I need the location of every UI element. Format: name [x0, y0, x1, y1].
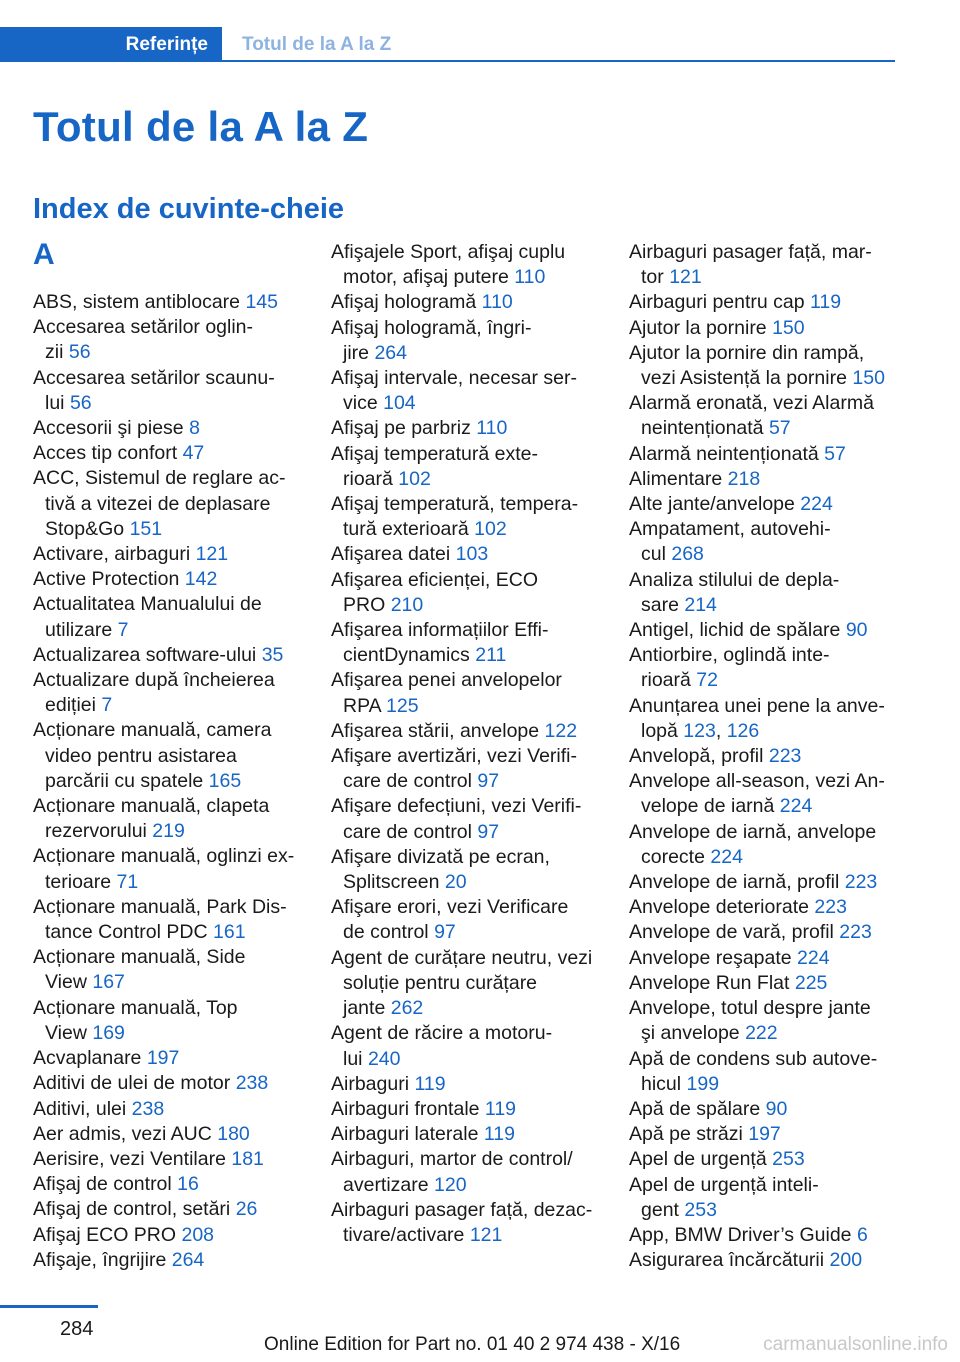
entry-text: Acces tip confort: [33, 442, 178, 465]
index-entry: [331, 895, 601, 945]
entry-text: Anvelope all-season, vezi An-: [629, 770, 885, 793]
page-link[interactable]: 97: [477, 820, 500, 843]
entry-text: Afişaj temperatură, tempera-: [331, 493, 579, 516]
entry-text: tance Control PDC: [45, 921, 208, 944]
entry-text: tor: [641, 266, 664, 289]
index-entry: [33, 567, 303, 592]
entry-text: Afişaj ECO PRO: [33, 1223, 177, 1246]
page-link[interactable]: 145: [245, 291, 278, 313]
index-entry: [629, 316, 899, 341]
entry-text: Acționare manuală, Park Dis-: [33, 895, 287, 918]
index-entry: [33, 844, 303, 894]
entry-text: Apel de urgență inteli-: [629, 1173, 819, 1196]
entry-text: Afişaj intervale, necesar ser-: [331, 367, 578, 390]
page-link[interactable]: 268: [671, 543, 704, 566]
page-link[interactable]: 119: [484, 1097, 517, 1120]
entry-text: Acționare manuală, Side: [33, 946, 246, 969]
index-entry: [331, 1097, 601, 1122]
entry-text: cientDynamics: [343, 644, 470, 667]
edition-footer: Online Edition for Part no. 01 40 2 974 438 - X/16: [264, 1334, 681, 1355]
header-bar: [0, 25, 895, 63]
entry-text: Acționare manuală, Top: [33, 996, 238, 1019]
index-entry: [33, 466, 303, 542]
page-link[interactable]: 97: [477, 770, 500, 793]
entry-text: Anvelope deteriorate: [629, 896, 809, 919]
index-entry: [33, 1147, 303, 1172]
index-entry: [33, 1097, 303, 1122]
page-link[interactable]: 121: [669, 266, 702, 289]
entry-text: video pentru asistarea: [45, 744, 237, 767]
entry-text: Alimentare: [629, 467, 723, 490]
page-link[interactable]: 264: [171, 1248, 205, 1271]
index-entry: [629, 920, 899, 945]
index-entry: [629, 1223, 899, 1248]
index-entry: [331, 794, 601, 844]
entry-text: sare: [641, 593, 679, 616]
page-link[interactable]: 224: [779, 795, 813, 818]
page-link[interactable]: 90: [845, 619, 868, 642]
index-entry: [629, 820, 899, 870]
page-link[interactable]: 223: [844, 871, 878, 894]
entry-text: Antiorbire, oglindă inte-: [629, 644, 830, 667]
page-link[interactable]: 102: [398, 467, 431, 490]
entry-text: Afişare avertizări, vezi Verifi-: [331, 745, 577, 768]
index-entry: [629, 744, 899, 769]
page-link[interactable]: 150: [852, 367, 885, 390]
index-entry: [629, 618, 899, 643]
entry-text: motor, afişaj putere: [343, 266, 509, 289]
index-entry: Anunțarea unei pene la anve- lopă 123, 126: [629, 694, 885, 742]
index-entry: [331, 240, 601, 290]
page-number: 284: [60, 1318, 94, 1340]
index-entry: [33, 996, 303, 1046]
entry-text: ABS, sistem antiblocare: [33, 291, 241, 313]
entry-text: vezi Asistență la pornire: [641, 367, 847, 390]
entry-text: Airbaguri: [331, 1072, 410, 1095]
entry-text: Aerisire, vezi Ventilare: [33, 1147, 226, 1170]
entry-text: View: [45, 1021, 87, 1044]
entry-text: zii: [45, 341, 64, 364]
entry-text: Active Protection: [33, 568, 180, 591]
page-link[interactable]: 126: [726, 719, 760, 742]
entry-text: Afişajele Sport, afişaj cuplu: [331, 241, 566, 263]
entry-text: Afişare divizată pe ecran,: [331, 845, 550, 868]
index-entry: [33, 668, 303, 718]
index-entry: [33, 1046, 303, 1071]
page-link[interactable]: 120: [434, 1173, 467, 1196]
index-entry: [331, 1021, 601, 1071]
index-entry: [33, 1223, 303, 1248]
index-entry: [629, 442, 899, 467]
entry-text: Afişarea eficienței, ECO: [331, 568, 539, 591]
index-entry: [331, 1072, 601, 1097]
page-link[interactable]: 103: [455, 543, 489, 566]
entry-text: tură exterioară: [343, 518, 469, 541]
index-entry: [33, 1248, 303, 1273]
index-entry: [331, 946, 601, 1022]
entry-text: Ajutor la pornire: [629, 316, 767, 339]
entry-text: Ajutor la pornire din rampă,: [629, 341, 865, 364]
entry-text: soluție pentru curățare: [343, 971, 538, 994]
entry-text: Airbaguri pasager față, mar-: [629, 241, 872, 263]
index-entry: [33, 895, 303, 945]
page-link[interactable]: 223: [814, 896, 847, 919]
entry-text: Afişarea datei: [331, 543, 451, 566]
page-link[interactable]: 240: [367, 1047, 401, 1070]
entry-text: gent: [641, 1198, 679, 1221]
entry-text: Airbaguri pentru cap: [629, 291, 805, 314]
page-link[interactable]: 169: [92, 1021, 125, 1044]
entry-text: rezervorului: [45, 820, 147, 843]
entry-text: Anvelope de iarnă, anvelope: [629, 820, 877, 843]
index-entry: [331, 568, 601, 618]
index-entry: [33, 290, 303, 315]
entry-text: Aer admis, vezi AUC: [33, 1122, 212, 1145]
page-link[interactable]: 197: [748, 1123, 781, 1146]
page-link[interactable]: 165: [208, 769, 242, 792]
index-entry: [331, 1122, 601, 1147]
page-link[interactable]: 208: [181, 1223, 215, 1246]
entry-text: Afişaj hologramă: [331, 291, 477, 314]
page-link[interactable]: 6: [856, 1223, 868, 1246]
index-entry: [629, 946, 899, 971]
entry-text: Acvaplanare: [33, 1047, 142, 1070]
page-link[interactable]: 35: [261, 643, 284, 666]
page-link[interactable]: 57: [824, 442, 846, 465]
entry-text: Afişaje, îngrijire: [33, 1248, 167, 1271]
page-link[interactable]: 119: [414, 1072, 446, 1095]
entry-text: care de control: [343, 770, 472, 793]
entry-text: App, BMW Driver’s Guide: [629, 1223, 852, 1246]
page-link[interactable]: 200: [829, 1249, 863, 1272]
index-entry: [629, 517, 899, 567]
index-entry: [33, 945, 303, 995]
entry-text: jire: [343, 341, 370, 364]
page-link[interactable]: 119: [810, 291, 842, 314]
entry-text: Accesarea setărilor oglin-: [33, 316, 254, 339]
footer-rule: [0, 1305, 98, 1308]
entry-text: Anunțarea unei pene la anve-: [629, 694, 885, 717]
page-link[interactable]: 223: [839, 921, 872, 944]
page-link[interactable]: 97: [434, 921, 456, 944]
index-entry: [629, 240, 899, 290]
entry-text: Ampatament, autovehi-: [629, 518, 831, 541]
index-entry: [629, 290, 899, 315]
entry-text: Analiza stilului de depla-: [629, 568, 840, 591]
entry-text: lopă: [641, 719, 678, 742]
index-entry: [629, 391, 899, 441]
index-entry: [331, 442, 601, 492]
entry-text: cul: [641, 543, 666, 566]
index-entry: [33, 718, 303, 794]
entry-text: ediției: [45, 694, 96, 717]
entry-text: tivă a vitezei de deplasare: [45, 492, 271, 515]
page-title: Totul de la A la Z: [33, 103, 369, 150]
index-entry: [331, 542, 601, 567]
index-entry: [629, 769, 899, 819]
page-link[interactable]: 225: [794, 971, 828, 994]
entry-text: Asigurarea încărcăturii: [629, 1249, 825, 1272]
page-link[interactable]: 121: [469, 1223, 503, 1246]
entry-text: Anvelope reşapate: [629, 946, 792, 969]
page-link[interactable]: 253: [684, 1198, 717, 1221]
page-link[interactable]: 264: [374, 341, 407, 364]
page-link[interactable]: 238: [235, 1072, 269, 1095]
entry-text: Anvelope de vară, profil: [629, 921, 834, 944]
page-link[interactable]: 110: [481, 291, 513, 314]
index-entry: [331, 719, 601, 744]
entry-text: Apă de condens sub autove-: [629, 1047, 878, 1070]
entry-text: Acționare manuală, camera: [33, 719, 272, 742]
index-entry: [629, 492, 899, 517]
index-entry: [629, 568, 899, 618]
entry-text: Afişare defecțiuni, vezi Verifi-: [331, 795, 582, 818]
page-link[interactable]: 214: [684, 593, 717, 616]
index-entry: [33, 1172, 303, 1197]
entry-text: Apel de urgență: [629, 1148, 767, 1171]
index-entry: [33, 441, 303, 466]
entry-text: terioare: [45, 870, 112, 893]
entry-text: Apă pe străzi: [629, 1123, 743, 1146]
header-rule: [0, 60, 895, 62]
index-column-2: [331, 240, 601, 1248]
page-link[interactable]: 253: [772, 1148, 805, 1171]
entry-text: Airbaguri pasager față, dezac-: [331, 1198, 593, 1221]
index-column-3: [629, 240, 899, 1273]
page-link[interactable]: 223: [768, 745, 802, 768]
page-link[interactable]: 222: [745, 1022, 778, 1045]
entry-text: Afişaj de control: [33, 1173, 172, 1196]
page-link[interactable]: 161: [213, 921, 246, 944]
entry-text: lui: [45, 391, 65, 414]
entry-text: Agent de răcire a motoru-: [331, 1022, 553, 1045]
page-link[interactable]: 224: [710, 845, 743, 868]
entry-text: Alarmă neintenționată: [629, 442, 819, 465]
index-entry: [33, 366, 303, 416]
index-entry: [629, 996, 899, 1046]
index-entry: [33, 592, 303, 642]
entry-text: Afişarea stării, anvelope: [331, 719, 540, 742]
page-link[interactable]: 180: [217, 1122, 250, 1145]
page-link[interactable]: 224: [797, 946, 830, 969]
page-link[interactable]: 224: [800, 493, 833, 516]
page-link[interactable]: 104: [383, 392, 416, 415]
index-entry: [629, 1173, 899, 1223]
page-link[interactable]: 121: [195, 543, 229, 566]
index-entry: [331, 668, 601, 718]
page-link[interactable]: 16: [177, 1173, 199, 1196]
entry-text: Actualizare după încheierea: [33, 669, 275, 692]
index-entry: [629, 1122, 899, 1147]
page-link[interactable]: 72: [696, 669, 718, 692]
page-link[interactable]: 218: [727, 467, 761, 490]
index-entry: [331, 366, 601, 416]
entry-text: care de control: [343, 820, 472, 843]
index-entry: [331, 1147, 601, 1197]
entry-text: Afişaj temperatură exte-: [331, 442, 539, 465]
index-entry: [331, 618, 601, 668]
entry-text: Anvelope, totul despre jante: [629, 997, 871, 1020]
index-entry: [629, 341, 899, 391]
index-entry: [331, 1198, 601, 1248]
index-entry: [33, 315, 303, 365]
entry-text: Acționare manuală, oglinzi ex-: [33, 845, 295, 868]
page-link[interactable]: 181: [231, 1147, 264, 1170]
page-link[interactable]: 7: [117, 618, 129, 641]
entry-text: Airbaguri frontale: [331, 1097, 480, 1120]
entry-text: Afişarea penei anvelopelor: [331, 669, 562, 692]
entry-text: Afişaj pe parbriz: [331, 417, 471, 440]
page-link[interactable]: 219: [152, 820, 185, 843]
entry-text: Actualizarea software-ului: [33, 643, 257, 666]
entry-text: rioară: [641, 669, 691, 692]
entry-text: lui: [343, 1047, 363, 1070]
index-subtitle: Index de cuvinte-cheie: [33, 193, 345, 225]
entry-text: Acționare manuală, clapeta: [33, 795, 270, 818]
page-link[interactable]: 110: [476, 417, 508, 440]
entry-text: jante: [343, 997, 386, 1020]
entry-text: Afişaj de control, setări: [33, 1198, 231, 1221]
entry-text: Aditivi de ulei de motor: [33, 1072, 231, 1095]
entry-text: PRO: [343, 593, 386, 616]
entry-text: Alte jante/anvelope: [629, 493, 795, 516]
entry-text: neintenționată: [641, 417, 764, 440]
index-entry: [629, 467, 899, 492]
index-entry: [331, 845, 601, 895]
index-entry: [629, 1248, 899, 1273]
page-link[interactable]: 151: [129, 517, 163, 540]
page-link[interactable]: 56: [69, 391, 92, 414]
entry-text: Afişaj hologramă, îngri-: [331, 316, 532, 339]
entry-text: View: [45, 971, 87, 994]
page-link[interactable]: 211: [475, 644, 507, 667]
index-letter: A: [33, 238, 55, 271]
page-link[interactable]: 71: [116, 870, 139, 893]
page-link[interactable]: 47: [182, 442, 205, 465]
page-link[interactable]: 122: [544, 719, 578, 742]
index-entry: [331, 316, 601, 366]
page-link[interactable]: 210: [390, 593, 424, 616]
entry-text: Airbaguri, martor de control/: [331, 1148, 573, 1171]
entry-text: Activare, airbaguri: [33, 543, 191, 566]
entry-text: Accesarea setărilor scaunu-: [33, 366, 275, 389]
index-entry: [331, 492, 601, 542]
entry-text: RPA: [343, 694, 381, 717]
page-link[interactable]: 142: [184, 568, 218, 591]
entry-text: de control: [343, 921, 429, 944]
entry-text: Anvelopă, profil: [629, 745, 764, 768]
entry-text: Airbaguri laterale: [331, 1123, 479, 1146]
index-entry: [33, 1122, 303, 1147]
page-link[interactable]: 57: [768, 417, 791, 440]
page-link[interactable]: 167: [92, 971, 125, 994]
entry-text: Agent de curățare neutru, vezi: [331, 946, 593, 969]
entry-text: hicul: [641, 1072, 682, 1095]
chapter-tab[interactable]: Totul de la A la Z: [242, 34, 392, 55]
section-tab[interactable]: Referințe: [0, 27, 222, 62]
page-link[interactable]: 123: [683, 719, 716, 742]
entry-text: Actualitatea Manualului de: [33, 593, 262, 616]
page-link[interactable]: 110: [514, 266, 546, 289]
index-entry: [33, 794, 303, 844]
entry-text: Splitscreen: [343, 871, 440, 894]
index-entry: [33, 1197, 303, 1222]
entry-text: Alarmă eronată, vezi Alarmă: [629, 392, 874, 415]
page-link[interactable]: 150: [772, 316, 805, 339]
index-entry: [629, 971, 899, 996]
index-entry: [33, 542, 303, 567]
entry-text: Afişare erori, vezi Verificare: [331, 896, 569, 919]
index-entry: [629, 870, 899, 895]
page-link[interactable]: 26: [235, 1198, 258, 1221]
page-link[interactable]: 262: [390, 997, 424, 1020]
index-entry: [629, 1147, 899, 1172]
page-link[interactable]: 102: [474, 518, 507, 541]
entry-text: utilizare: [45, 618, 113, 641]
index-entry: [331, 744, 601, 794]
entry-text: avertizare: [343, 1173, 429, 1196]
index-entry: [629, 1047, 899, 1097]
entry-text: rioară: [343, 467, 393, 490]
index-entry: [33, 1071, 303, 1096]
entry-text: Aditivi, ulei: [33, 1097, 127, 1120]
index-entry: [629, 895, 899, 920]
entry-text: Anvelope de iarnă, profil: [629, 871, 840, 894]
page-link[interactable]: 197: [146, 1047, 180, 1070]
index-entry: [33, 416, 303, 441]
entry-text: corecte: [641, 845, 705, 868]
index-column-1: [33, 290, 303, 1273]
index-entry: [629, 643, 899, 693]
page-link[interactable]: 20: [444, 871, 467, 894]
entry-text: ACC, Sistemul de reglare ac-: [33, 467, 286, 490]
entry-text: Antigel, lichid de spălare: [629, 619, 841, 642]
entry-text: velope de iarnă: [641, 795, 775, 818]
watermark: carmanualsonline.info: [763, 1334, 948, 1355]
page-link[interactable]: 238: [131, 1097, 165, 1120]
entry-text: şi anvelope: [641, 1022, 740, 1045]
page-link[interactable]: 56: [68, 341, 91, 364]
entry-text: Stop&Go: [45, 517, 125, 540]
entry-text: Accesorii şi piese: [33, 417, 184, 440]
index-entry: [331, 290, 601, 315]
index-entry: [33, 643, 303, 668]
entry-text: vice: [343, 392, 378, 415]
index-entry: [629, 1097, 899, 1122]
index-entry: [331, 416, 601, 441]
entry-text: Anvelope Run Flat: [629, 971, 790, 994]
entry-text: parcării cu spatele: [45, 769, 204, 792]
entry-text: Apă de spălare: [629, 1097, 761, 1120]
page-link[interactable]: 119: [483, 1123, 515, 1146]
entry-text: tivare/activare: [343, 1223, 465, 1246]
page-link[interactable]: 7: [101, 694, 113, 717]
page-link[interactable]: 125: [386, 694, 419, 717]
page-link[interactable]: 90: [765, 1097, 788, 1120]
page-link[interactable]: 199: [686, 1072, 720, 1095]
page-link[interactable]: 8: [189, 417, 200, 440]
entry-text: Afişarea informațiilor Effi-: [331, 619, 549, 642]
